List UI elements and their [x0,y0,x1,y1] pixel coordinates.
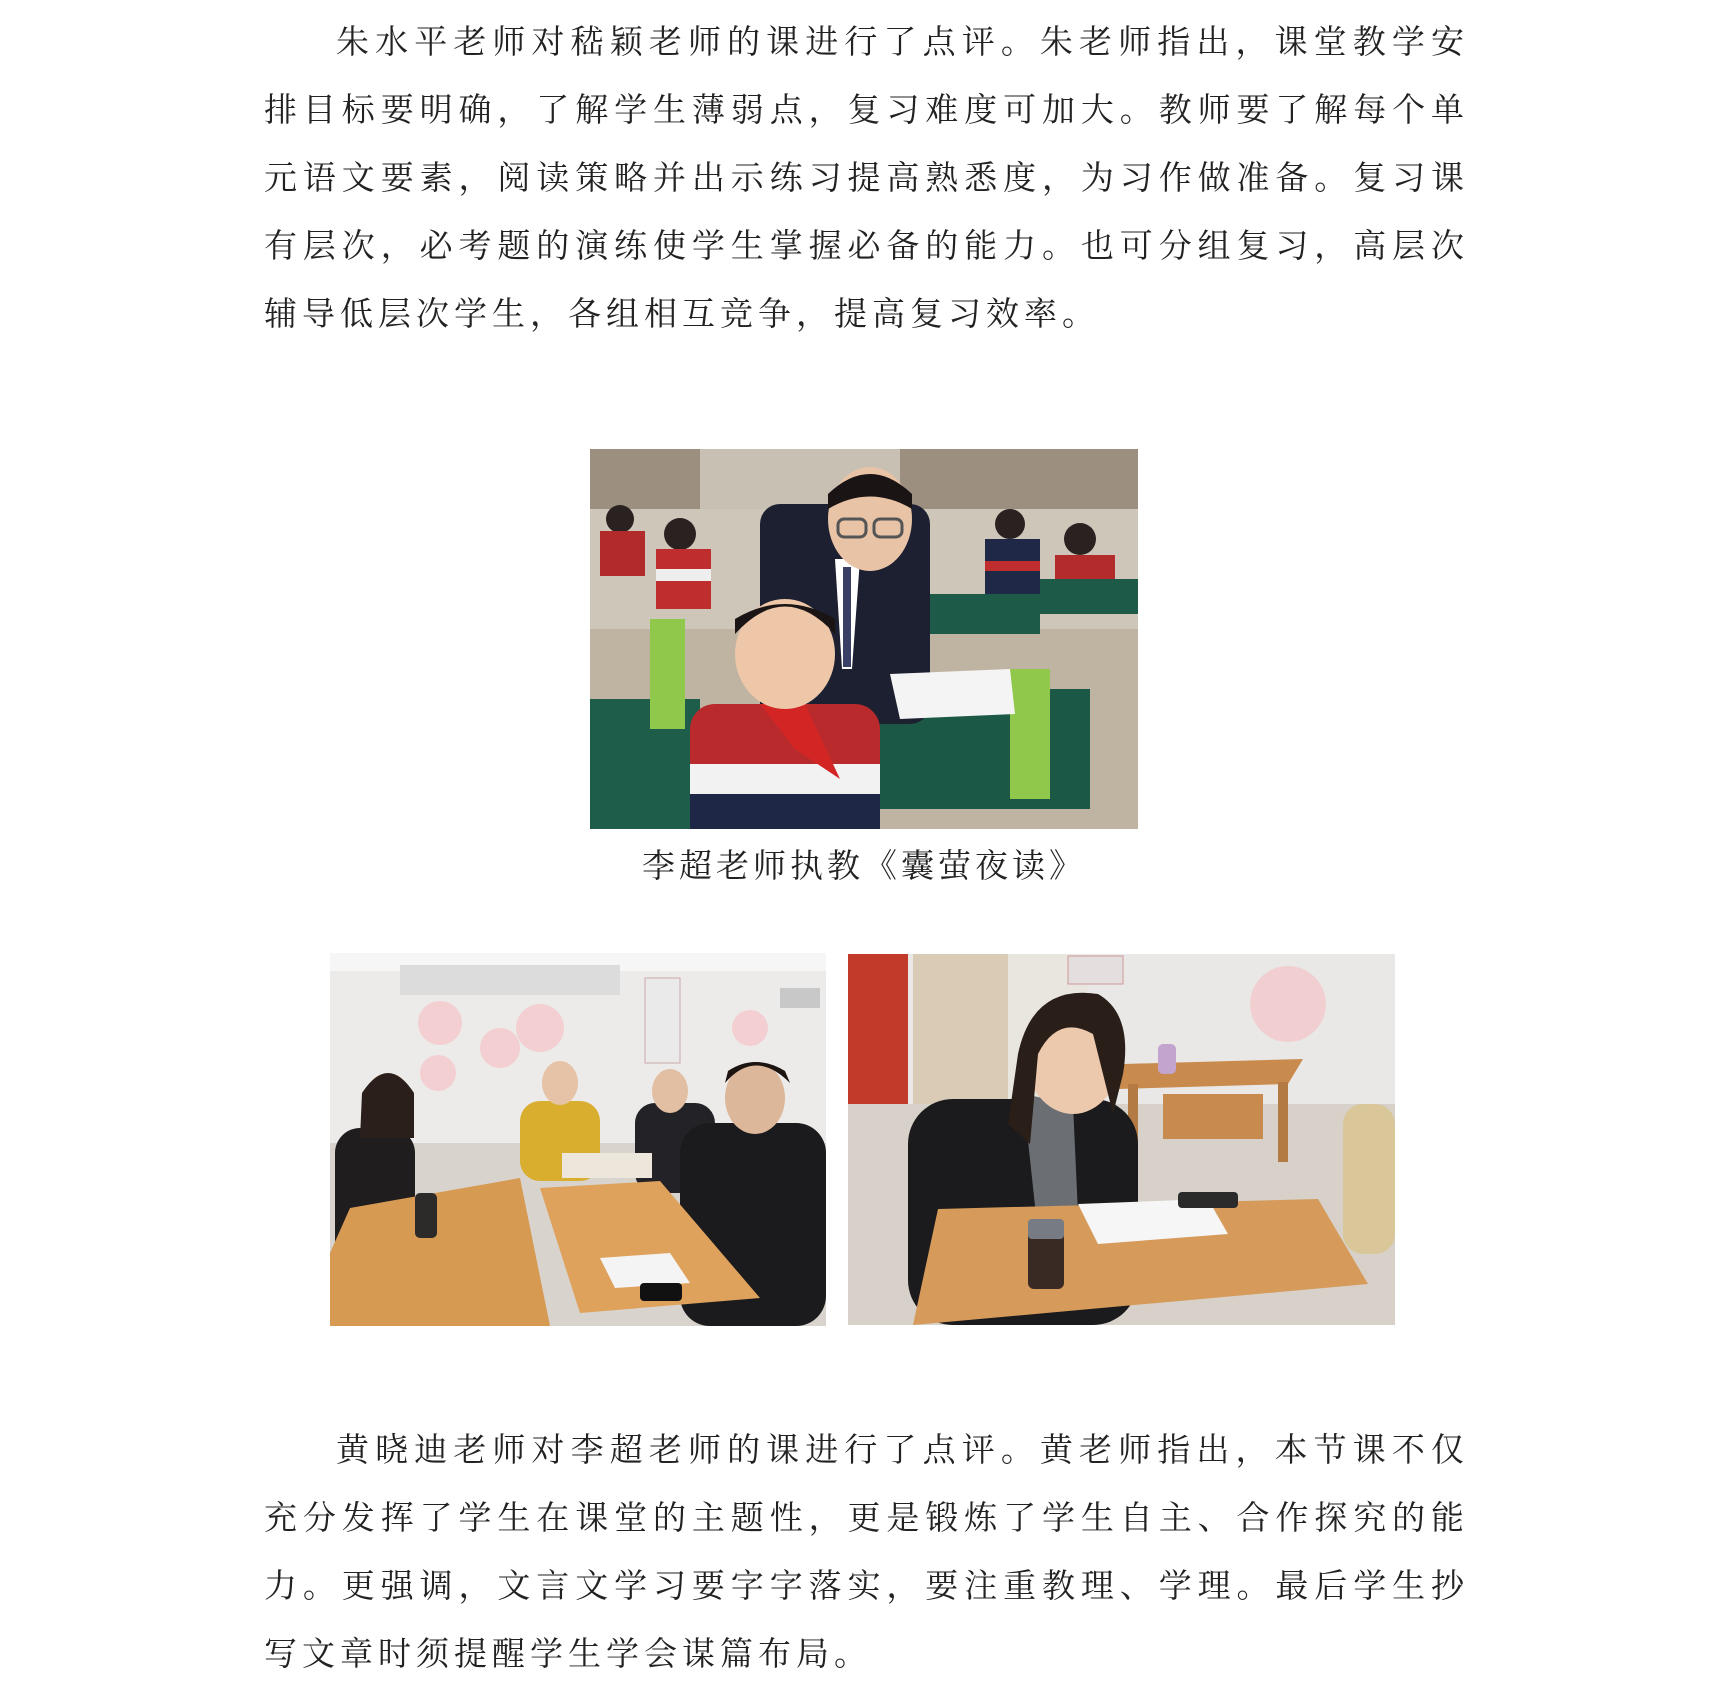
teacher-note-taking-photo [848,954,1395,1325]
review-paragraph-1: 朱水平老师对嵇颖老师的课进行了点评。朱老师指出，课堂教学安排目标要明确，了解学生薄弱点，复习难度可加大。教师要了解每个单元语文要素，阅读策略并出示练习提高熟悉度，为习作做准备。复习课有层次，必考题的演练使学生掌握必备的能力。也可分组复习，高层次辅导低层次学生，各组相互竞争，提高复习效率。 [264,22,1469,333]
teacher-discussion-photo [330,953,826,1326]
photo-caption: 李超老师执教《囊萤夜读》 [642,846,1086,885]
classroom-teaching-photo [590,449,1138,829]
review-paragraph-2: 黄晓迪老师对李超老师的课进行了点评。黄老师指出，本节课不仅充分发挥了学生在课堂的主题性，更是锻炼了学生自主、合作探究的能力。更强调，文言文学习要字字落实，要注重教理、学理。最后学生抄写文章时须提醒学生学会谋篇布局。 [264,1430,1469,1673]
